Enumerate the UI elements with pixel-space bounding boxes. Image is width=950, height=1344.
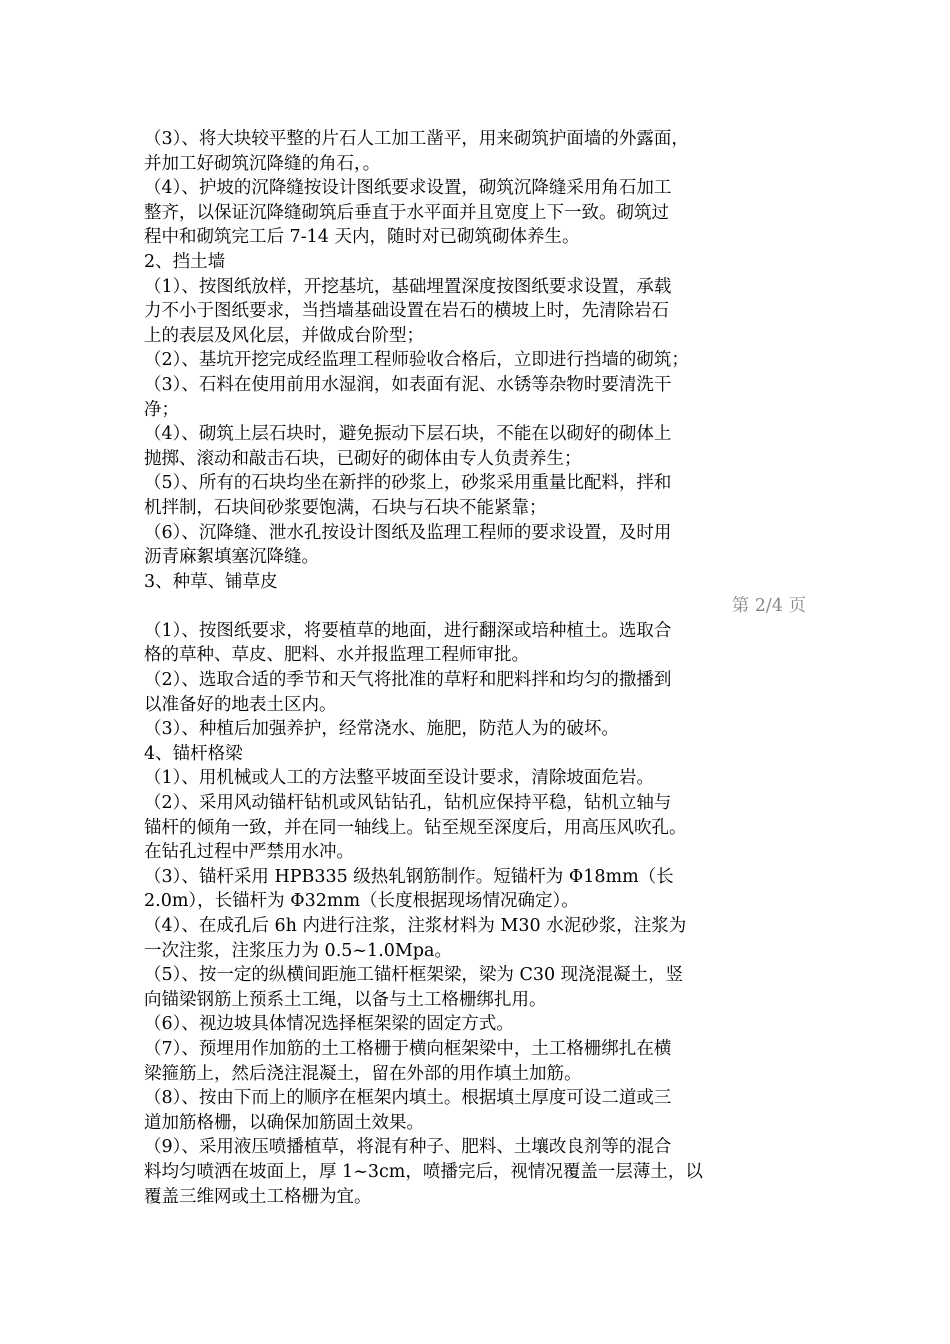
text-line: 道加筋格栅，以确保加筋固土效果。 xyxy=(144,1112,424,1133)
text-line: （9）、采用液压喷播植草，将混有种子、肥料、土壤改良剂等的混合 xyxy=(144,1137,672,1158)
text-line: （2）、选取合适的季节和天气将批准的草籽和肥料拌和均匀的撒播到 xyxy=(144,670,672,691)
text-line: （8）、按由下而上的顺序在框架内填土。根据填土厚度可设二道或三 xyxy=(144,1088,672,1109)
text-line: 沥青麻絮填塞沉降缝。 xyxy=(144,547,319,568)
text-line: （4）、护坡的沉降缝按设计图纸要求设置，砌筑沉降缝采用角石加工 xyxy=(144,178,672,199)
text-line: （1）、按图纸放样，开挖基坑，基础埋置深度按图纸要求设置，承载 xyxy=(144,276,672,297)
text-line: 机拌制，石块间砂浆要饱满，石块与石块不能紧靠； xyxy=(144,497,547,518)
text-line: （1）、用机械或人工的方法整平坡面至设计要求，清除坡面危岩。 xyxy=(144,768,654,789)
section-heading: 3、种草、铺草皮 xyxy=(144,571,278,592)
text-line: （5）、所有的石块均坐在新拌的砂浆上，砂浆采用重量比配料，拌和 xyxy=(144,473,672,494)
text-line: （3）、石料在使用前用水湿润，如表面有泥、水锈等杂物时要清洗干 xyxy=(144,374,672,395)
page-number: 第 2/4 页 xyxy=(731,596,806,617)
text-line: （3）、锚杆采用 HPB335 级热轧钢筋制作。短锚杆为 Φ18mm（长 xyxy=(144,866,674,887)
text-line: 向锚梁钢筋上预系土工绳，以备与土工格栅绑扎用。 xyxy=(144,989,547,1010)
text-line: 锚杆的倾角一致，并在同一轴线上。钻至规至深度后，用高压风吹孔。 xyxy=(144,817,687,838)
text-line: （2）、采用风动锚杆钻机或风钻钻孔，钻机应保持平稳，钻机立轴与 xyxy=(144,793,672,814)
text-line: 力不小于图纸要求，当挡墙基础设置在岩石的横坡上时，先清除岩石 xyxy=(144,301,669,322)
text-line: （6）、沉降缝、泄水孔按设计图纸及监理工程师的要求设置，及时用 xyxy=(144,522,672,543)
text-line: 一次注浆，注浆压力为 0.5~1.0Mpa。 xyxy=(144,940,452,961)
text-line: 并加工好砌筑沉降缝的角石，。 xyxy=(144,153,381,174)
text-line: 在钻孔过程中严禁用水冲。 xyxy=(144,842,354,863)
text-line: （4）、砌筑上层石块时，避免振动下层石块，不能在以砌好的砌体上 xyxy=(144,424,672,445)
section-heading: 2、挡土墙 xyxy=(144,251,226,272)
text-line: 抛掷、滚动和敲击石块，已砌好的砌体由专人负责养生； xyxy=(144,448,582,469)
text-line: （5）、按一定的纵横间距施工锚杆框架梁，梁为 C30 现浇混凝土，竖 xyxy=(144,965,684,986)
text-line: 净； xyxy=(144,399,179,420)
document-body xyxy=(144,127,814,1209)
text-line: （2）、基坑开挖完成经监理工程师验收合格后，立即进行挡墙的砌筑； xyxy=(144,350,689,371)
text-line: （3）、将大块较平整的片石人工加工凿平，用来砌筑护面墙的外露面， xyxy=(144,129,689,149)
text-line: 程中和砌筑完工后 7-14 天内，随时对已砌筑砌体养生。 xyxy=(144,227,580,248)
text-line: 料均匀喷洒在坡面上，厚 1~3cm，喷播完后，视情况覆盖一层薄土，以 xyxy=(144,1161,703,1182)
text-line: 梁箍筋上，然后浇注混凝土，留在外部的用作填土加筋。 xyxy=(144,1063,582,1084)
text-line: 整齐，以保证沉降缝砌筑后垂直于水平面并且宽度上下一致。砌筑过 xyxy=(144,202,669,223)
text-line: 以准备好的地表土区内。 xyxy=(144,694,337,715)
text-line: （6）、视边坡具体情况选择框架梁的固定方式。 xyxy=(144,1014,514,1035)
section-heading: 4、锚杆格梁 xyxy=(144,743,243,764)
text-line: 格的草种、草皮、肥料、水并报监理工程师审批。 xyxy=(144,645,529,666)
text-line: （7）、预埋用作加筋的土工格栅于横向框架梁中，土工格栅绑扎在横 xyxy=(144,1038,672,1059)
text-line: （3）、种植后加强养护，经常浇水、施肥，防范人为的破坏。 xyxy=(144,719,619,740)
text-line: 2.0m），长锚杆为 Φ32mm（长度根据现场情况确定）。 xyxy=(144,891,579,912)
text-line: （4）、在成孔后 6h 内进行注浆，注浆材料为 M30 水泥砂浆，注浆为 xyxy=(144,916,687,936)
text-line: （1）、按图纸要求，将要植草的地面，进行翻深或培种植土。选取合 xyxy=(144,620,672,641)
text-line: 覆盖三维网或土工格栅为宜。 xyxy=(144,1186,372,1207)
text-line: 上的表层及风化层，并做成台阶型； xyxy=(144,325,424,346)
